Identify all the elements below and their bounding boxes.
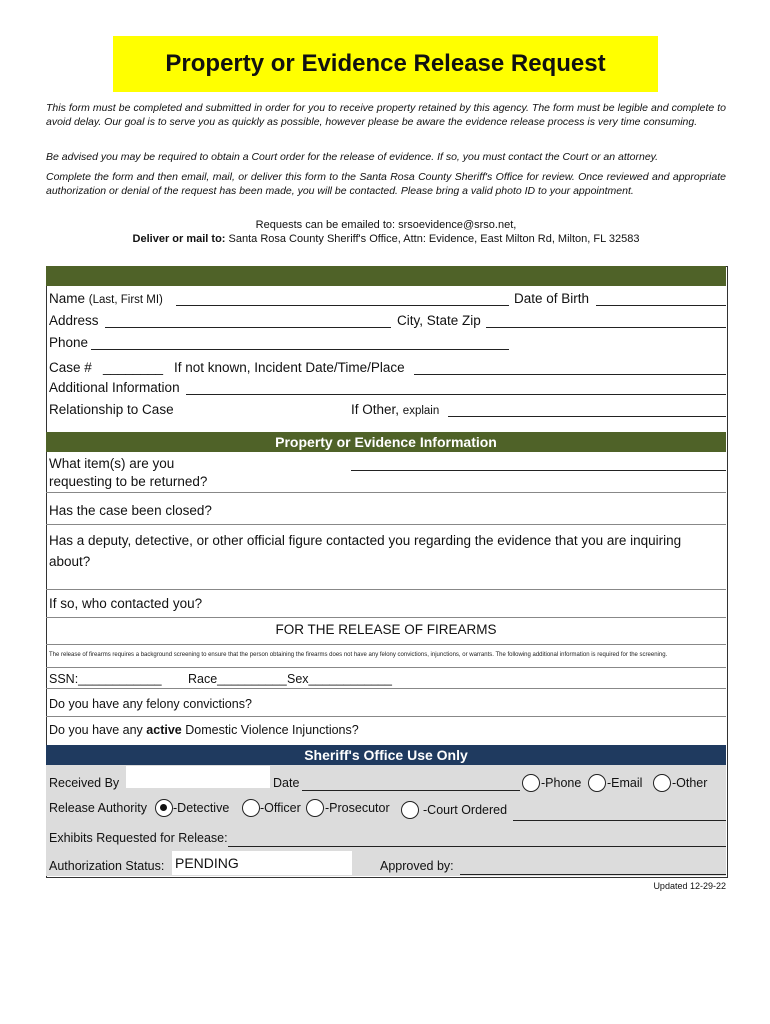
items-question-line2: requesting to be returned? [49, 474, 208, 489]
firearms-note: The release of firearms requires a background screening to ensure that the person obtaining the firearms does not have any felony convictions, injunctions, or warrants. The following additional information is required for the screening. [49, 652, 668, 658]
detective-option-label: -Detective [173, 801, 230, 815]
ssn-field[interactable]: SSN:____________ [49, 672, 162, 686]
divider [46, 617, 726, 618]
intro-paragraph-3: Complete the form and then email, mail, or deliver this form to the Santa Rosa County Sheriff's Office for review. Once reviewed and appropriate authorization or denial of the request has been made, you will be contacted. Please bring a valid photo ID to your appointment. [46, 171, 726, 197]
approved-by-label: Approved by: [380, 859, 454, 873]
exhibits-label: Exhibits Requested for Release: [49, 831, 228, 845]
firearms-header: FOR THE RELEASE OF FIREARMS [275, 622, 497, 637]
officer-option-label: -Officer [260, 801, 301, 815]
received-by-input[interactable] [126, 766, 270, 788]
divider [46, 644, 726, 645]
items-question-line1: What item(s) are you [49, 456, 175, 471]
exhibits-input[interactable] [228, 846, 726, 847]
deliver-address: Santa Rosa County Sheriff's Office, Attn: Evidence, East Milton Rd, Milton, FL 32583 [228, 233, 640, 245]
prosecutor-radio[interactable] [306, 799, 324, 817]
other-explain-input[interactable] [448, 416, 726, 417]
case-input[interactable]: ________ [103, 360, 164, 375]
date-label: Date [273, 776, 300, 790]
intro-paragraph-2: Be advised you may be required to obtain a Court order for the release of evidence. If so, you must contact the Court or an attorney. [46, 151, 659, 163]
phone-input[interactable] [91, 349, 509, 350]
city-label: City, State Zip [397, 313, 481, 328]
incident-input[interactable] [414, 374, 726, 375]
race-field[interactable]: Race__________ [188, 672, 287, 686]
items-input[interactable] [351, 470, 726, 471]
divider [46, 589, 726, 590]
phone-label: Phone [49, 335, 89, 350]
felony-question: Do you have any felony convictions? [49, 697, 252, 711]
email-line: Requests can be emailed to: srsoevidence@srso.net, [255, 219, 517, 231]
dob-label: Date of Birth [514, 291, 590, 306]
court-line [513, 820, 726, 821]
sex-field[interactable]: Sex____________ [287, 672, 392, 686]
city-input[interactable] [486, 327, 726, 328]
if-other-label: If Other, explain [351, 402, 440, 417]
divider [46, 492, 726, 493]
other-option-label: -Other [672, 776, 708, 790]
divider [46, 524, 726, 525]
intro-paragraph-1: This form must be completed and submitted in order for you to receive property retained by this agency. The form must be legible and complete to avoid delay. Our goal is to serve you as quickly as possible, however please be aware the evidence release process is very time consuming. [46, 102, 726, 128]
dv-question: Do you have any active Domestic Violence Injunctions? [49, 723, 359, 737]
page-title: Property or Evidence Release Request [113, 36, 658, 92]
email-radio[interactable] [588, 774, 606, 792]
deliver-label: Deliver or mail to: [132, 233, 226, 245]
dob-input[interactable] [596, 305, 726, 306]
requester-section-band [46, 266, 726, 286]
approved-by-input[interactable] [460, 874, 726, 875]
incident-label: If not known, Incident Date/Time/Place [174, 360, 405, 375]
received-by-label: Received By [49, 776, 120, 790]
divider [46, 667, 726, 668]
court-ordered-radio[interactable] [401, 801, 419, 819]
additional-info-label: Additional Information [49, 380, 180, 395]
property-section-header: Property or Evidence Information [46, 432, 726, 452]
authorization-status-label: Authorization Status: [49, 859, 165, 873]
court-ordered-option-label: -Court Ordered [423, 803, 508, 817]
additional-info-input[interactable] [186, 394, 726, 395]
phone-radio[interactable] [522, 774, 540, 792]
case-label: Case # [49, 360, 92, 375]
officer-radio[interactable] [242, 799, 260, 817]
name-input[interactable] [176, 305, 509, 306]
phone-option-label: -Phone [541, 776, 582, 790]
email-option-label: -Email [607, 776, 643, 790]
deliver-line [46, 233, 726, 245]
updated-date: Updated 12-29-22 [653, 881, 726, 891]
address-input[interactable] [105, 327, 391, 328]
authorization-status-field[interactable] [172, 851, 352, 875]
other-radio[interactable] [653, 774, 671, 792]
divider [46, 688, 726, 689]
detective-radio[interactable] [155, 799, 173, 817]
authorization-status-value: PENDING [175, 855, 239, 871]
contacted-question: Has a deputy, detective, or other official figure contacted you regarding the evidence that you are inquiring about? [49, 533, 682, 569]
who-contacted-question: If so, who contacted you? [49, 596, 203, 611]
divider [46, 716, 726, 717]
case-closed-question: Has the case been closed? [49, 503, 212, 518]
date-input[interactable] [302, 790, 520, 791]
prosecutor-option-label: -Prosecutor [325, 801, 390, 815]
office-use-header: Sheriff's Office Use Only [46, 745, 726, 765]
address-label: Address [49, 313, 99, 328]
name-label: Name (Last, First MI) [49, 291, 163, 306]
relationship-label: Relationship to Case [49, 402, 174, 417]
release-authority-label: Release Authority [49, 801, 147, 815]
